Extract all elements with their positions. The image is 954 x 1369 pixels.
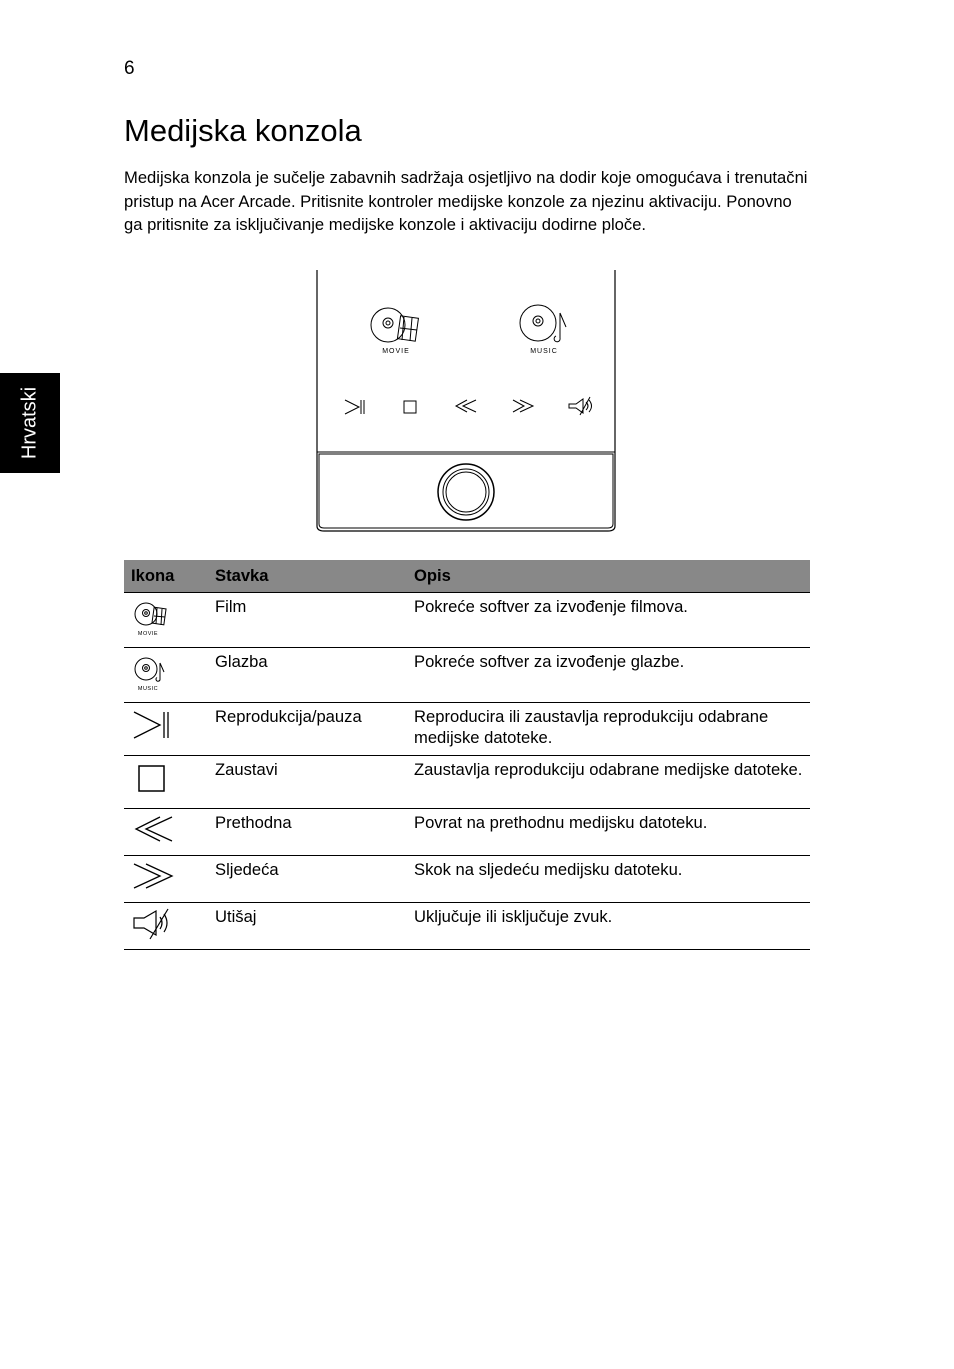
- mute-icon: [130, 905, 176, 941]
- movie-icon-label: MOVIE: [137, 631, 159, 637]
- item-description: Pokreće softver za izvođenje glazbe.: [407, 648, 810, 703]
- table-row: [124, 756, 810, 809]
- console-play-pause-icon: [345, 400, 364, 414]
- icon-cell: [124, 903, 208, 950]
- item-description: Zaustavlja reprodukciju odabrane medijske datoteke.: [407, 756, 810, 809]
- language-tab: [0, 373, 60, 473]
- icon-cell: [124, 648, 208, 703]
- item-name: Reprodukcija/pauza: [208, 703, 407, 756]
- item-description: Povrat na prethodnu medijsku datoteku.: [407, 809, 810, 856]
- next-icon: [130, 858, 176, 894]
- language-tab-label: Hrvatski: [18, 386, 41, 460]
- movie-icon: [130, 595, 170, 639]
- header-description: Opis: [407, 560, 810, 593]
- item-name: Sljedeća: [208, 856, 407, 903]
- console-controller-button: [438, 464, 494, 520]
- play-pause-icon: [130, 705, 174, 745]
- icon-cell: [124, 856, 208, 903]
- page-number: 6: [124, 58, 135, 79]
- previous-icon: [130, 811, 176, 847]
- item-description: Skok na sljedeću medijsku datoteku.: [407, 856, 810, 903]
- table-row: [124, 593, 810, 648]
- header-icon: Ikona: [124, 560, 208, 593]
- console-next-icon: [513, 400, 533, 412]
- table-header-row: [124, 560, 810, 593]
- music-label: MUSIC: [530, 348, 558, 355]
- item-name: Glazba: [208, 648, 407, 703]
- table-row: [124, 703, 810, 756]
- movie-icon: [371, 308, 418, 342]
- page-title: Medijska konzola: [124, 113, 362, 148]
- table-row: [124, 809, 810, 856]
- item-description: Pokreće softver za izvođenje filmova.: [407, 593, 810, 648]
- music-icon-label: MUSIC: [137, 686, 159, 692]
- console-stop-icon: [404, 401, 416, 413]
- music-icon: [130, 650, 170, 694]
- icon-table: [124, 560, 810, 950]
- media-console-illustration: [314, 270, 618, 534]
- music-icon: [520, 305, 566, 342]
- item-name: Zaustavi: [208, 756, 407, 809]
- table-row: [124, 856, 810, 903]
- item-name: Film: [208, 593, 407, 648]
- item-name: Prethodna: [208, 809, 407, 856]
- item-description: Uključuje ili isključuje zvuk.: [407, 903, 810, 950]
- console-mute-icon: [569, 397, 592, 415]
- item-description: Reproducira ili zaustavlja reprodukciju odabrane medijske datoteke.: [407, 703, 810, 756]
- table-row: [124, 903, 810, 950]
- movie-label: MOVIE: [382, 348, 410, 355]
- header-item: Stavka: [208, 560, 407, 593]
- icon-cell: [124, 703, 208, 756]
- stop-icon: [130, 758, 174, 798]
- intro-paragraph: Medijska konzola je sučelje zabavnih sadržaja osjetljivo na dodir koje omogućava i trenutačni pristup na Acer Arcade. Pritisnite kontroler medijske konzole za njezinu aktivaciju. Ponovno ga pritisnite za isključivanje medijske konzole i aktivaciju dodirne ploče.: [124, 168, 808, 234]
- icon-cell: [124, 809, 208, 856]
- icon-cell: [124, 756, 208, 809]
- table-row: [124, 648, 810, 703]
- item-name: Utišaj: [208, 903, 407, 950]
- icon-cell: [124, 593, 208, 648]
- console-previous-icon: [456, 400, 476, 412]
